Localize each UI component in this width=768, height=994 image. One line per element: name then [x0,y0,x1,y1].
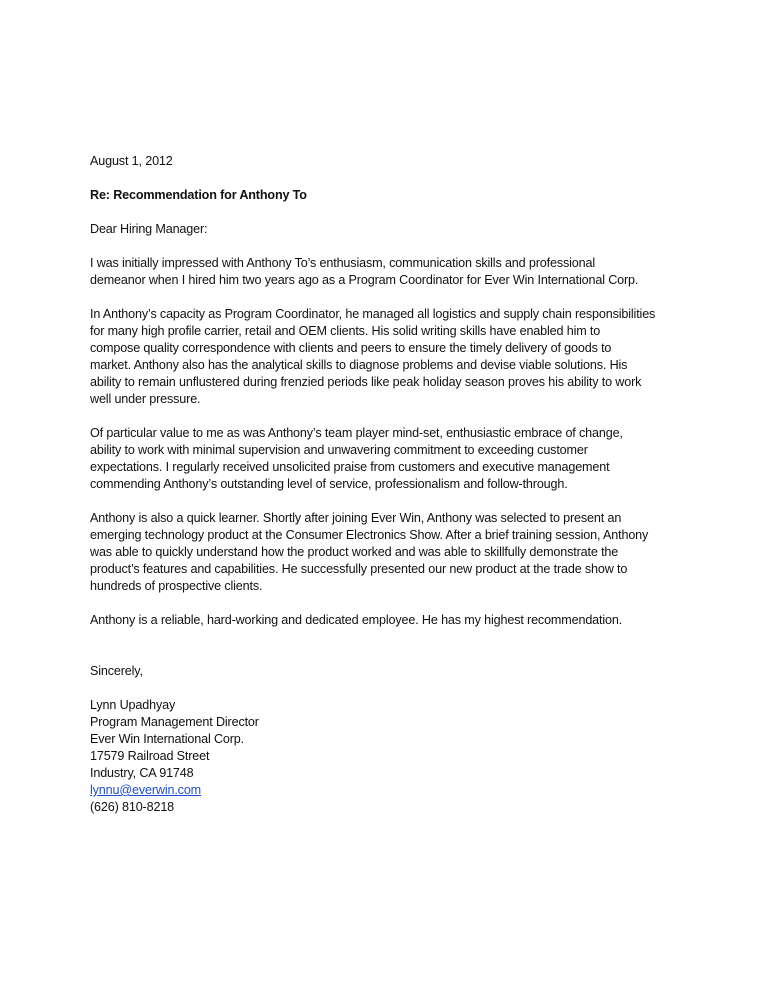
signer-title: Program Management Director [90,715,259,729]
paragraph-line: expectations. I regularly received unsolicited praise from customers and executive management [90,460,610,474]
paragraph-line: commending Anthony’s outstanding level of service, professionalism and follow-through. [90,477,568,491]
paragraph-line: product’s features and capabilities. He successfully presented our new product at the trade show to [90,562,628,576]
signer-name: Lynn Upadhyay [90,698,176,712]
paragraph-line: demeanor when I hired him two years ago as a Program Coordinator for Ever Win International Corp. [90,273,639,287]
paragraph-4 [90,510,690,595]
spacer [90,646,690,663]
signer-city-state-zip: Industry, CA 91748 [90,766,194,780]
paragraph-line: ability to remain unflustered during frenzied periods like peak holiday season proves his ability to work [90,375,642,389]
paragraph-line: ability to work with minimal supervision and unwavering commitment to exceeding customer [90,443,588,457]
letter-date: August 1, 2012 [90,154,173,168]
letter-subject: Re: Recommendation for Anthony To [90,188,307,202]
paragraph-line: Anthony is also a quick learner. Shortly after joining Ever Win, Anthony was selected to present an [90,511,622,525]
letter-page [90,153,690,816]
signer-email-link[interactable]: lynnu@everwin.com [90,783,202,797]
paragraph-line: In Anthony’s capacity as Program Coordinator, he managed all logistics and supply chain responsibilities [90,307,656,321]
paragraph-2 [90,306,690,408]
paragraph-line: market. Anthony also has the analytical skills to diagnose problems and devise viable solutions. His [90,358,628,372]
paragraph-line: I was initially impressed with Anthony To’s enthusiasm, communication skills and professional [90,256,595,270]
paragraph-line: Anthony is a reliable, hard-working and dedicated employee. He has my highest recommendation. [90,613,623,627]
paragraph-line: for many high profile carrier, retail and OEM clients. His solid writing skills have enabled him to [90,324,601,338]
paragraph-line: well under pressure. [90,392,201,406]
paragraph-line: compose quality correspondence with clients and peers to ensure the timely delivery of goods to [90,341,612,355]
paragraph-line: was able to quickly understand how the product worked and was able to skillfully demonstrate the [90,545,619,559]
paragraph-line: Of particular value to me as was Anthony’s team player mind-set, enthusiastic embrace of change, [90,426,623,440]
letter-closing: Sincerely, [90,664,143,678]
paragraph-line: hundreds of prospective clients. [90,579,263,593]
paragraph-3 [90,425,690,493]
signature-block [90,697,690,816]
signer-phone: (626) 810-8218 [90,800,175,814]
signer-company: Ever Win International Corp. [90,732,244,746]
signer-street: 17579 Railroad Street [90,749,210,763]
letter-salutation: Dear Hiring Manager: [90,222,208,236]
paragraph-1 [90,255,690,289]
paragraph-line: emerging technology product at the Consumer Electronics Show. After a brief training session, Anthony [90,528,649,542]
paragraph-5 [90,612,690,629]
